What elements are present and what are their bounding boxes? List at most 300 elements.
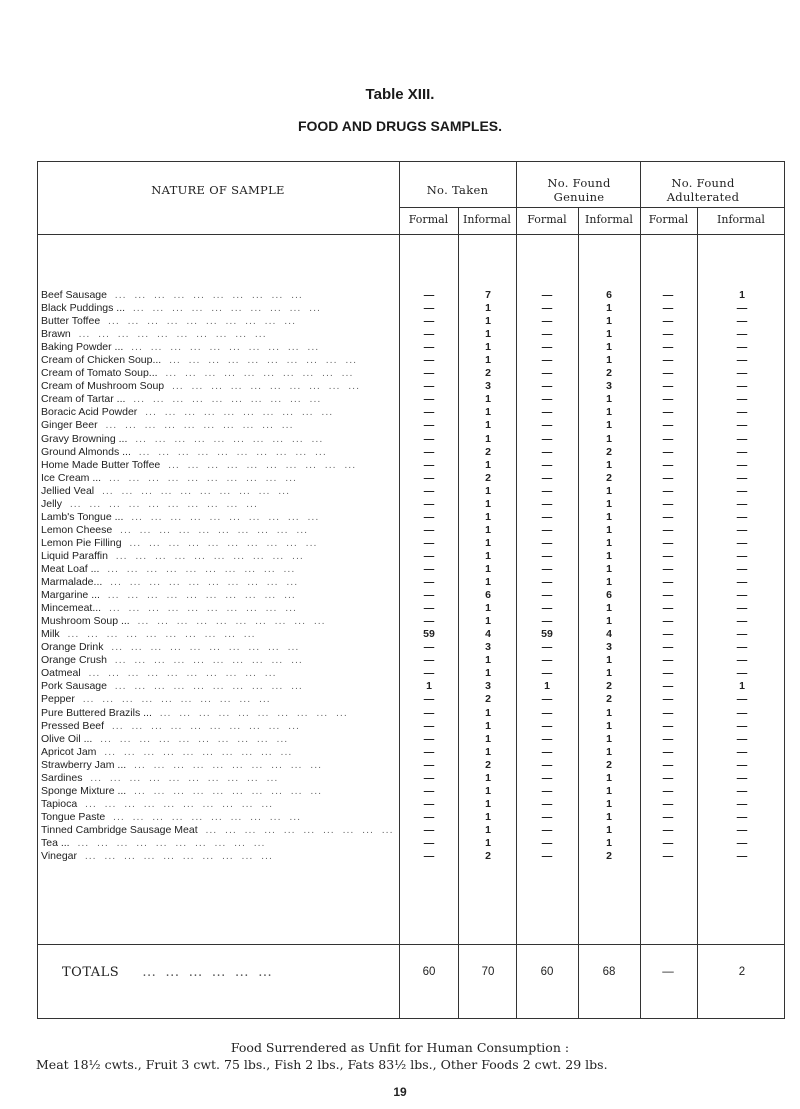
sample-name-text: Mushroom Soup ... xyxy=(41,615,130,628)
cell-gf: — xyxy=(541,341,553,354)
cell-gi: 1 xyxy=(606,615,612,628)
sample-name: Lemon Cheese ... ... ... ... ... ... ... ... ... ... xyxy=(41,523,309,536)
cell-ai: — xyxy=(736,523,748,536)
cell-ti: 1 xyxy=(485,536,491,549)
cell-gi: 6 xyxy=(606,589,612,602)
sample-name-text: Pure Buttered Brazils ... xyxy=(41,706,152,719)
cell-ti: 1 xyxy=(485,315,491,328)
sample-name-text: Margarine ... xyxy=(41,589,100,602)
sample-name: Ground Almonds ... ... ... ... ... ... ... ... ... ... ... xyxy=(41,445,327,458)
sample-name-text: Marmalade... xyxy=(41,576,103,589)
cell-gi: 1 xyxy=(606,745,612,758)
total-taken-formal: 60 xyxy=(422,966,436,978)
total-adulterated-formal: — xyxy=(662,966,674,978)
sample-name-text: Lemon Cheese xyxy=(41,523,113,536)
cell-ai: — xyxy=(736,602,748,615)
total-genuine-informal: 68 xyxy=(602,966,616,978)
sample-name-text: Oatmeal xyxy=(41,667,81,680)
cell-af: — xyxy=(662,302,674,315)
totals-label: TOTALS ... ... ... ... ... ... xyxy=(62,965,273,980)
cell-ai: — xyxy=(736,341,748,354)
cell-ai: — xyxy=(736,302,748,315)
sample-name-text: Sponge Mixture ... xyxy=(41,784,127,797)
cell-tf: — xyxy=(423,315,435,328)
cell-tf: — xyxy=(423,667,435,680)
cell-ti: 1 xyxy=(485,706,491,719)
sample-name: Cream of Mushroom Soup ... ... ... ... ... ... ... ... ... ... xyxy=(41,380,361,393)
sample-name: Oatmeal ... ... ... ... ... ... ... ... ... ... xyxy=(41,667,277,680)
sample-name: Margarine ... ... ... ... ... ... ... ... ... ... ... xyxy=(41,589,296,602)
total-adulterated-informal: 2 xyxy=(738,966,746,978)
sample-name-text: Vinegar xyxy=(41,850,78,863)
sample-name: Orange Drink ... ... ... ... ... ... ... ... ... ... xyxy=(41,641,300,654)
cell-gf: — xyxy=(541,641,553,654)
cell-tf: — xyxy=(423,289,435,301)
cell-gi: 2 xyxy=(606,680,612,693)
sample-name-text: Strawberry Jam ... xyxy=(41,758,127,771)
sample-name-text: Pressed Beef xyxy=(41,719,105,732)
sample-name-text: Butter Toffee xyxy=(41,315,101,328)
cell-gf: — xyxy=(541,771,553,784)
cell-gi: 1 xyxy=(606,510,612,523)
cell-ti: 1 xyxy=(485,406,491,419)
cell-af: — xyxy=(662,523,674,536)
table-row xyxy=(0,654,800,667)
table-row xyxy=(0,641,800,654)
sample-name: Brawn ... ... ... ... ... ... ... ... ... ... xyxy=(41,328,267,341)
header-taken: No. Taken xyxy=(426,183,489,197)
cell-ai: 1 xyxy=(739,289,745,301)
cell-gf: — xyxy=(541,706,553,719)
table-row xyxy=(0,798,800,811)
sample-name: Tapioca ... ... ... ... ... ... ... ... ... ... xyxy=(41,797,274,810)
sample-name-text: Cream of Mushroom Soup xyxy=(41,380,165,393)
cell-gf: — xyxy=(541,406,553,419)
page-number: 19 xyxy=(393,1085,407,1099)
cell-af: — xyxy=(662,549,674,562)
cell-ai: — xyxy=(736,654,748,667)
sample-name: Jelly ... ... ... ... ... ... ... ... ... ... xyxy=(41,497,258,510)
cell-ti: 1 xyxy=(485,667,491,680)
table-row xyxy=(0,615,800,628)
sample-name-text: Sardines xyxy=(41,771,83,784)
table-row xyxy=(0,733,800,746)
cell-gi: 1 xyxy=(606,810,612,823)
cell-ti: 1 xyxy=(485,732,491,745)
cell-af: — xyxy=(662,497,674,510)
subheader-adulterated-informal: Informal xyxy=(717,213,765,226)
cell-ti: 1 xyxy=(485,458,491,471)
cell-ti: 6 xyxy=(485,589,491,602)
cell-gi: 2 xyxy=(606,693,612,706)
cell-tf: — xyxy=(423,771,435,784)
cell-tf: — xyxy=(423,302,435,315)
cell-ti: 2 xyxy=(485,471,491,484)
cell-gi: 1 xyxy=(606,341,612,354)
cell-gf: — xyxy=(541,667,553,680)
cell-ai: — xyxy=(736,615,748,628)
sample-name: Tongue Paste ... ... ... ... ... ... ... ... ... ... xyxy=(41,810,302,823)
cell-ai: — xyxy=(736,797,748,810)
sample-name: Ice Cream ... ... ... ... ... ... ... ... ... ... ... xyxy=(41,471,297,484)
cell-gi: 1 xyxy=(606,419,612,432)
cell-gf: — xyxy=(541,850,553,863)
cell-gf: — xyxy=(541,797,553,810)
sample-name-text: Olive Oil ... xyxy=(41,732,93,745)
cell-ai: — xyxy=(736,562,748,575)
cell-gi: 1 xyxy=(606,406,612,419)
cell-ai: — xyxy=(736,823,748,836)
cell-gf: — xyxy=(541,615,553,628)
cell-tf: — xyxy=(423,341,435,354)
cell-ai: — xyxy=(736,745,748,758)
cell-af: — xyxy=(662,536,674,549)
sample-name: Tea ... ... ... ... ... ... ... ... ... ... ... xyxy=(41,836,266,849)
cell-tf: — xyxy=(423,706,435,719)
sample-name-text: Cream of Tartar ... xyxy=(41,393,126,406)
cell-gi: 2 xyxy=(606,367,612,380)
cell-gf: — xyxy=(541,823,553,836)
table-row xyxy=(0,537,800,550)
cell-ti: 1 xyxy=(485,602,491,615)
cell-gi: 3 xyxy=(606,380,612,393)
cell-tf: — xyxy=(423,445,435,458)
cell-af: — xyxy=(662,823,674,836)
cell-ai: — xyxy=(736,536,748,549)
cell-gi: 2 xyxy=(606,471,612,484)
cell-gf: — xyxy=(541,354,553,367)
cell-ai: — xyxy=(736,315,748,328)
cell-ai: — xyxy=(736,367,748,380)
cell-gi: 1 xyxy=(606,523,612,536)
cell-gi: 1 xyxy=(606,654,612,667)
cell-ti: 1 xyxy=(485,328,491,341)
cell-ai: — xyxy=(736,458,748,471)
table-row xyxy=(0,589,800,602)
cell-ti: 1 xyxy=(485,302,491,315)
sample-name-text: Apricot Jam xyxy=(41,745,97,758)
cell-gi: 1 xyxy=(606,562,612,575)
cell-ai: — xyxy=(736,328,748,341)
cell-ai: — xyxy=(736,576,748,589)
cell-gi: 6 xyxy=(606,289,612,301)
cell-af: — xyxy=(662,289,674,301)
cell-af: — xyxy=(662,850,674,863)
cell-gf: — xyxy=(541,810,553,823)
sample-name-text: Cream of Chicken Soup... xyxy=(41,354,162,367)
cell-ai: — xyxy=(736,693,748,706)
cell-af: — xyxy=(662,562,674,575)
table-row xyxy=(0,367,800,380)
cell-tf: — xyxy=(423,497,435,510)
cell-tf: — xyxy=(423,562,435,575)
table-row xyxy=(0,759,800,772)
cell-gi: 1 xyxy=(606,836,612,849)
cell-af: — xyxy=(662,628,674,641)
cell-ai: — xyxy=(736,432,748,445)
cell-gf: — xyxy=(541,693,553,706)
table-row xyxy=(0,680,800,693)
cell-af: — xyxy=(662,810,674,823)
table-row xyxy=(0,472,800,485)
cell-af: — xyxy=(662,758,674,771)
cell-ti: 1 xyxy=(485,823,491,836)
cell-ti: 1 xyxy=(485,576,491,589)
cell-ai: — xyxy=(736,380,748,393)
subheader-taken-formal: Formal xyxy=(408,213,449,226)
cell-ai: — xyxy=(736,393,748,406)
cell-gi: 2 xyxy=(606,758,612,771)
cell-ti: 1 xyxy=(485,419,491,432)
table-row xyxy=(0,498,800,511)
cell-tf: — xyxy=(423,784,435,797)
cell-gf: — xyxy=(541,523,553,536)
table-row xyxy=(0,302,800,315)
sample-name: Sardines ... ... ... ... ... ... ... ... ... ... xyxy=(41,771,279,784)
header-nature: NATURE OF SAMPLE xyxy=(151,183,285,197)
total-genuine-formal: 60 xyxy=(540,966,554,978)
subheader-genuine-informal: Informal xyxy=(585,213,633,226)
sample-name-text: Liquid Paraffin xyxy=(41,549,108,562)
footnote-line: Meat 18½ cwts., Fruit 3 cwt. 75 lbs., Fish 2 lbs., Fats 83½ lbs., Other Foods 2 cwt. 29 lbs. xyxy=(36,1057,608,1072)
page-subtitle: FOOD AND DRUGS SAMPLES. xyxy=(297,118,503,134)
sample-name-text: Cream of Tomato Soup... xyxy=(41,367,158,380)
cell-af: — xyxy=(662,667,674,680)
table-row xyxy=(0,315,800,328)
cell-gi: 1 xyxy=(606,602,612,615)
cell-af: — xyxy=(662,771,674,784)
cell-tf: — xyxy=(423,719,435,732)
table-row xyxy=(0,772,800,785)
cell-tf: — xyxy=(423,523,435,536)
cell-ti: 7 xyxy=(485,289,491,301)
cell-ai: — xyxy=(736,771,748,784)
cell-ai: — xyxy=(736,484,748,497)
cell-gi: 2 xyxy=(606,850,612,863)
sample-name-text: Lemon Pie Filling xyxy=(41,536,122,549)
cell-gf: — xyxy=(541,289,553,301)
cell-ti: 2 xyxy=(485,445,491,458)
cell-gf: — xyxy=(541,745,553,758)
cell-gf: — xyxy=(541,445,553,458)
cell-af: — xyxy=(662,732,674,745)
cell-af: — xyxy=(662,680,674,693)
footnote-title: Food Surrendered as Unfit for Human Consumption : xyxy=(230,1040,570,1055)
sample-name: Cream of Tartar ... ... ... ... ... ... ... ... ... ... ... xyxy=(41,393,322,406)
cell-ai: — xyxy=(736,549,748,562)
cell-gi: 1 xyxy=(606,823,612,836)
sample-name: Boracic Acid Powder ... ... ... ... ... ... ... ... ... ... xyxy=(41,406,334,419)
cell-gi: 1 xyxy=(606,536,612,549)
cell-ti: 1 xyxy=(485,836,491,849)
cell-gf: — xyxy=(541,732,553,745)
cell-tf: — xyxy=(423,419,435,432)
sample-name: Gravy Browning ... ... ... ... ... ... ... ... ... ... ... xyxy=(41,432,324,445)
sample-name-text: Jelly xyxy=(41,497,63,510)
cell-gi: 1 xyxy=(606,549,612,562)
cell-gf: — xyxy=(541,302,553,315)
sample-name: Baking Powder ... ... ... ... ... ... ... ... ... ... ... xyxy=(41,341,320,354)
table-row xyxy=(0,446,800,459)
cell-gi: 1 xyxy=(606,706,612,719)
sample-name-text: Gravy Browning ... xyxy=(41,432,128,445)
sample-name-text: Tapioca xyxy=(41,797,78,810)
sample-name: Liquid Paraffin ... ... ... ... ... ... ... ... ... ... xyxy=(41,549,304,562)
sample-name-text: Orange Crush xyxy=(41,654,107,667)
cell-ai: — xyxy=(736,784,748,797)
subheader-adulterated-formal: Formal xyxy=(648,213,689,226)
sample-name-text: Pepper xyxy=(41,693,75,706)
cell-af: — xyxy=(662,406,674,419)
sample-name-text: Ground Almonds ... xyxy=(41,445,131,458)
table-divider xyxy=(37,234,785,235)
table-row xyxy=(0,628,800,641)
cell-af: — xyxy=(662,589,674,602)
cell-af: — xyxy=(662,602,674,615)
cell-ti: 1 xyxy=(485,549,491,562)
cell-ai: — xyxy=(736,667,748,680)
cell-ti: 1 xyxy=(485,784,491,797)
cell-tf: — xyxy=(423,367,435,380)
cell-ti: 1 xyxy=(485,523,491,536)
cell-gf: — xyxy=(541,510,553,523)
header-genuine: No. Found Genuine xyxy=(547,176,611,204)
cell-tf: — xyxy=(423,641,435,654)
table-divider xyxy=(37,944,785,945)
cell-tf: — xyxy=(423,432,435,445)
table-row xyxy=(0,837,800,850)
cell-ai: — xyxy=(736,497,748,510)
cell-gi: 1 xyxy=(606,771,612,784)
cell-ai: 1 xyxy=(739,680,745,693)
cell-ai: — xyxy=(736,719,748,732)
cell-tf: 1 xyxy=(426,680,432,693)
cell-ai: — xyxy=(736,510,748,523)
cell-tf: — xyxy=(423,732,435,745)
cell-ai: — xyxy=(736,589,748,602)
cell-af: — xyxy=(662,615,674,628)
sample-name-text: Home Made Butter Toffee xyxy=(41,458,161,471)
header-adulterated: No. Found Adulterated xyxy=(666,176,740,204)
cell-af: — xyxy=(662,693,674,706)
sample-name: Jellied Veal ... ... ... ... ... ... ... ... ... ... xyxy=(41,484,290,497)
cell-gi: 2 xyxy=(606,445,612,458)
sample-name: Marmalade... ... ... ... ... ... ... ... ... ... ... xyxy=(41,576,299,589)
cell-tf: — xyxy=(423,354,435,367)
cell-ti: 1 xyxy=(485,510,491,523)
cell-gi: 1 xyxy=(606,432,612,445)
cell-gf: — xyxy=(541,602,553,615)
sample-name-text: Ginger Beer xyxy=(41,419,98,432)
table-row xyxy=(0,328,800,341)
cell-gf: — xyxy=(541,497,553,510)
sample-name: Meat Loaf ... ... ... ... ... ... ... ... ... ... ... xyxy=(41,562,296,575)
cell-af: — xyxy=(662,315,674,328)
cell-gf: — xyxy=(541,458,553,471)
cell-tf: — xyxy=(423,380,435,393)
cell-ai: — xyxy=(736,810,748,823)
cell-ti: 1 xyxy=(485,745,491,758)
cell-tf: — xyxy=(423,471,435,484)
sample-name: Mushroom Soup ... ... ... ... ... ... ... ... ... ... ... xyxy=(41,615,326,628)
cell-ti: 3 xyxy=(485,380,491,393)
cell-tf: — xyxy=(423,615,435,628)
table-row xyxy=(0,341,800,354)
cell-af: — xyxy=(662,458,674,471)
cell-ai: — xyxy=(736,354,748,367)
cell-gi: 1 xyxy=(606,732,612,745)
cell-tf: — xyxy=(423,510,435,523)
cell-gf: — xyxy=(541,315,553,328)
table-row xyxy=(0,485,800,498)
table-row xyxy=(0,785,800,798)
subheader-taken-informal: Informal xyxy=(463,213,511,226)
cell-tf: — xyxy=(423,654,435,667)
total-taken-informal: 70 xyxy=(481,966,495,978)
cell-tf: — xyxy=(423,576,435,589)
cell-ai: — xyxy=(736,445,748,458)
cell-gf: — xyxy=(541,784,553,797)
cell-af: — xyxy=(662,393,674,406)
cell-tf: — xyxy=(423,810,435,823)
cell-gf: — xyxy=(541,758,553,771)
cell-gf: — xyxy=(541,654,553,667)
cell-ti: 1 xyxy=(485,771,491,784)
table-row xyxy=(0,354,800,367)
cell-gf: 1 xyxy=(544,680,550,693)
cell-af: — xyxy=(662,471,674,484)
table-row xyxy=(0,289,800,302)
cell-af: — xyxy=(662,341,674,354)
cell-ti: 1 xyxy=(485,484,491,497)
cell-af: — xyxy=(662,367,674,380)
sample-name-text: Tinned Cambridge Sausage Meat xyxy=(41,823,198,836)
cell-ai: — xyxy=(736,641,748,654)
sample-name-text: Jellied Veal xyxy=(41,484,95,497)
sample-name: Mincemeat... ... ... ... ... ... ... ... ... ... ... xyxy=(41,602,297,615)
sample-name: Pepper ... ... ... ... ... ... ... ... ... ... xyxy=(41,693,271,706)
cell-ti: 1 xyxy=(485,432,491,445)
cell-af: — xyxy=(662,745,674,758)
cell-af: — xyxy=(662,354,674,367)
cell-ti: 2 xyxy=(485,367,491,380)
cell-af: — xyxy=(662,328,674,341)
sample-name: Cream of Tomato Soup... ... ... ... ... ... ... ... ... ... ... xyxy=(41,367,354,380)
table-row xyxy=(0,511,800,524)
cell-gi: 1 xyxy=(606,576,612,589)
cell-gf: — xyxy=(541,471,553,484)
table-row xyxy=(0,524,800,537)
table-row xyxy=(0,746,800,759)
table-row xyxy=(0,602,800,615)
table-row xyxy=(0,563,800,576)
table-divider xyxy=(399,207,785,208)
cell-ti: 1 xyxy=(485,615,491,628)
sample-name: Pork Sausage ... ... ... ... ... ... ... ... ... ... xyxy=(41,680,303,693)
cell-tf: — xyxy=(423,536,435,549)
sample-name: Home Made Butter Toffee ... ... ... ... ... ... ... ... ... ... xyxy=(41,458,357,471)
cell-tf: — xyxy=(423,693,435,706)
sample-name-text: Ice Cream ... xyxy=(41,471,102,484)
cell-gi: 1 xyxy=(606,497,612,510)
table-row xyxy=(0,550,800,563)
sample-name-text: Boracic Acid Powder xyxy=(41,406,138,419)
table-row xyxy=(0,380,800,393)
cell-tf: — xyxy=(423,602,435,615)
cell-ai: — xyxy=(736,732,748,745)
cell-af: — xyxy=(662,445,674,458)
totals-label-text: TOTALS xyxy=(62,965,120,980)
